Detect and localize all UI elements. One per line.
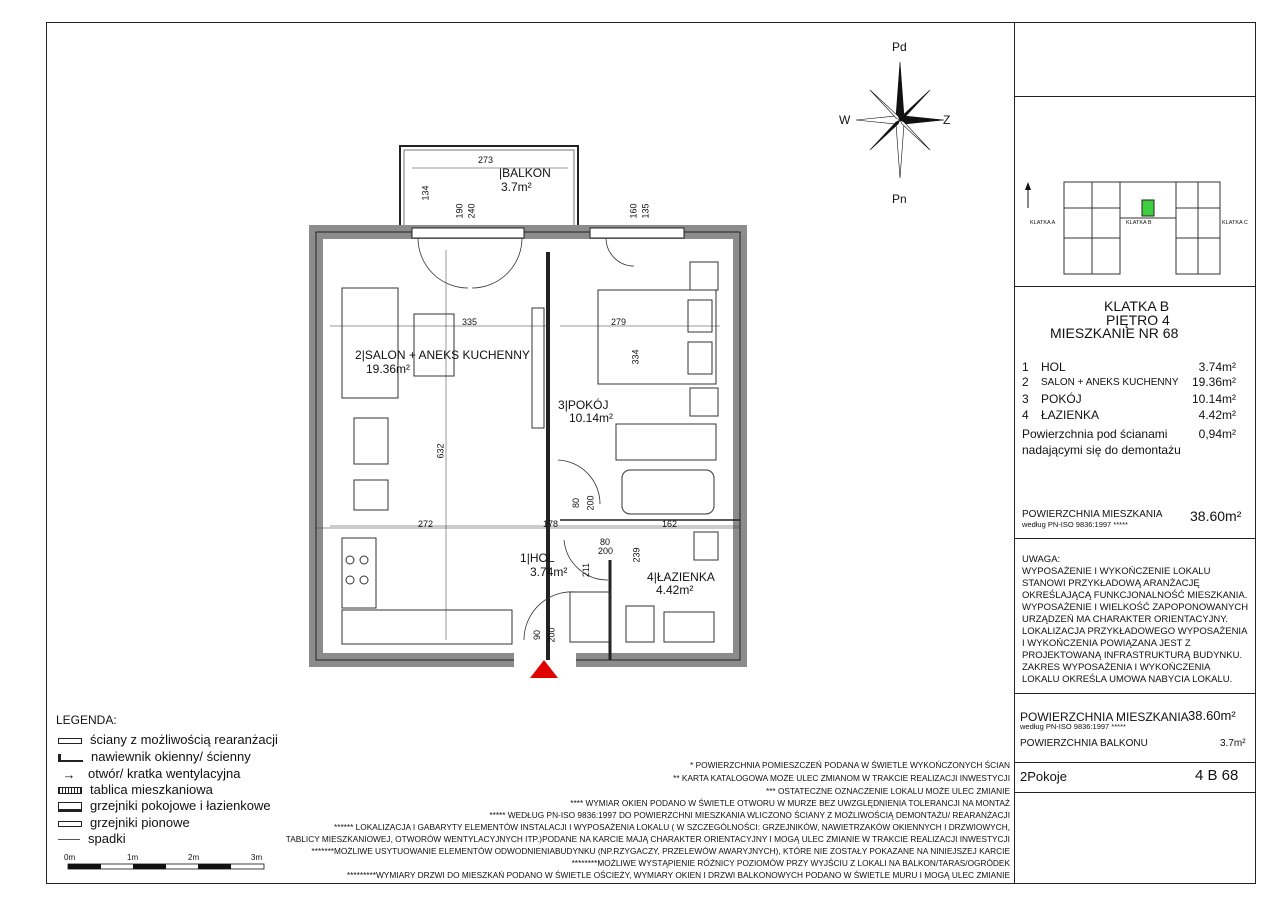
sidebar-divider bbox=[1014, 96, 1256, 97]
demolition-label-2: nadającymi się do demontażu bbox=[1022, 443, 1181, 457]
footnote: ***** WEDŁUG PN-ISO 9836:1997 DO POWIERZCHNI MIESZKANIA WLICZONO ŚCIANY Z MOŻLIWOŚCIĄ DEMONTAŻU/ REARANŻACJI bbox=[489, 810, 1010, 820]
summary-area-sub: według PN-ISO 9836:1997 ***** bbox=[1020, 722, 1126, 731]
compass-rose bbox=[850, 40, 950, 200]
demolition-value: 0,94m² bbox=[1198, 427, 1236, 441]
room-area: 4.42m² bbox=[1198, 408, 1236, 422]
legend-label: grzejniki pokojowe i łazienkowe bbox=[90, 798, 271, 813]
dim-label: 80 bbox=[571, 497, 582, 509]
legend-label: otwór/ kratka wentylacyjna bbox=[88, 766, 241, 781]
dim-label: 160 bbox=[628, 203, 639, 219]
footnote: ** KARTA KATALOGOWA MOŻE ULEC ZMIANOM W TRAKCIE REALIZACJI INWESTYCJI bbox=[673, 773, 1010, 783]
sidebar-divider bbox=[1014, 792, 1256, 793]
compass-north: Pd bbox=[892, 40, 907, 54]
opening-symbol-icon: → bbox=[62, 767, 76, 783]
legend-item bbox=[58, 831, 126, 846]
footnote: TABLICY MIESZKANIOWEJ, OTWORÓW WENTYLACYJNYCH ITP.)PODANE NA KARCIE MAJĄ CHARAKTER ORIENTACYJNY I MOGĄ ULEC ZMIANIE W TRAKCIE REALIZACJI INWESTYCJI bbox=[285, 834, 1010, 844]
keyplan-highlight bbox=[1142, 200, 1154, 216]
notes-text bbox=[1022, 554, 1250, 686]
plan-room-name: HOL bbox=[529, 551, 555, 565]
plan-label-salon: 2|SALON + ANEKS KUCHENNY bbox=[355, 348, 530, 362]
sidebar-separator bbox=[1014, 22, 1015, 884]
summary-balcony-label: POWIERZCHNIA BALKONU bbox=[1020, 738, 1148, 749]
dim-label: 211 bbox=[581, 562, 592, 578]
dim-label: 178 bbox=[543, 519, 559, 529]
radiator-symbol-icon bbox=[58, 802, 82, 812]
wall-symbol-icon bbox=[58, 738, 82, 744]
dim-label: 90 bbox=[532, 629, 543, 641]
dim-label: 334 bbox=[630, 349, 641, 365]
room-area: 19.36m² bbox=[1191, 375, 1236, 389]
sidebar-divider bbox=[1014, 762, 1256, 763]
legend-item bbox=[58, 815, 190, 830]
summary-area-value: 38.60m² bbox=[1188, 708, 1236, 723]
sidebar-divider bbox=[1014, 693, 1256, 694]
demolition-label-1: Powierzchnia pod ścianami bbox=[1022, 427, 1168, 441]
keyplan-label-b: KLATKA B bbox=[1126, 220, 1152, 226]
plan-room-name: ŁAZIENKA bbox=[656, 570, 715, 584]
area-value: 38.60m² bbox=[1190, 508, 1242, 524]
panel-symbol-icon bbox=[58, 787, 82, 794]
room-no: 4 bbox=[1022, 408, 1029, 422]
plan-label-hol: 1|HOL bbox=[520, 551, 555, 565]
dim-label: 272 bbox=[418, 519, 434, 529]
room-area: 10.14m² bbox=[1191, 392, 1236, 406]
legend-item bbox=[58, 749, 251, 764]
scale-label: 0m bbox=[64, 853, 76, 862]
vent-symbol-icon bbox=[58, 754, 83, 762]
keyplan bbox=[1020, 178, 1252, 282]
unit-number: MIESZKANIE NR 68 bbox=[1050, 325, 1179, 341]
dim-label: 162 bbox=[662, 519, 678, 529]
notes-body: UWAGA: WYPOSAŻENIE I WYKOŃCZENIE LOKALU STANOWI PRZYKŁADOWĄ ARANŻACJĘ OKREŚLAJĄCĄ FUNKCJONALNOŚĆ MIESZKANIA. WYPOSAŻENIE I WIELKOŚĆ ZAPOPONOWANYCH URZĄDZEŃ MA CHARAKTER ORIENTACYJNY. LOKALIZACJA PRZYKŁADOWEGO WYPOSAŻENIA I WYKOŃCZENIA POWIĄZANA JEST Z PROJEKTOWANĄ INFRASTRUKTURĄ BUDYNKU. ZAKRES WYPOSAŻENIA I WYKOŃCZENIA LOKALU OKREŚLA UMOWA NABYCIA LOKALU. bbox=[1022, 554, 1249, 685]
plan-room-no: 3 bbox=[558, 398, 565, 412]
legend-label: ściany z możliwością rearanżacji bbox=[90, 732, 278, 747]
compass-west: W bbox=[839, 113, 851, 127]
scale-label: 2m bbox=[188, 853, 200, 862]
plan-area-lazienka: 4.42m² bbox=[656, 583, 694, 597]
dim-label: 335 bbox=[462, 317, 478, 327]
unit-code: 4 B 68 bbox=[1195, 767, 1239, 784]
footnote: **** WYMIAR OKIEN PODANO W ŚWIETLE OTWORU W MURZE BEZ UWZGLĘDNIENIA TOLERANCJI NA MONTAŻ bbox=[570, 798, 1010, 808]
plan-room-name: SALON + ANEKS KUCHENNY bbox=[364, 348, 530, 362]
room-name: SALON + ANEKS KUCHENNY bbox=[1041, 377, 1179, 388]
room-name: ŁAZIENKA bbox=[1041, 408, 1100, 422]
plan-area-salon: 19.36m² bbox=[366, 362, 411, 376]
dim-label: 200 bbox=[598, 546, 614, 556]
room-no: 1 bbox=[1022, 360, 1029, 374]
legend-label: spadki bbox=[88, 831, 126, 846]
scale-bar bbox=[68, 862, 264, 872]
footnote: *********WYMIARY DRZWI DO MIESZKAŃ PODANO W ŚWIETLE OŚCIEŻY, WYMIARY OKIEN I DRZWI BALKONOWYCH PODANO W ŚWIETLE MURU I MOGĄ ULEC ZMIANIE bbox=[346, 870, 1010, 880]
scale-label: 1m bbox=[127, 853, 139, 862]
footnote: ********MOŻLIWE WYSTĄPIENIE RÓŻNICY POZIOMÓW PRZY WYJŚCIU Z LOKALI NA BALKON/TARAS/OGRÓDEK bbox=[571, 858, 1010, 868]
sidebar-divider bbox=[1014, 286, 1256, 287]
dim-label: 279 bbox=[611, 317, 627, 327]
dim-label: 134 bbox=[420, 185, 431, 201]
slope-symbol-icon bbox=[58, 839, 80, 840]
summary-balcony-value: 3.7m² bbox=[1220, 738, 1246, 749]
plan-area-balkon: 3.7m² bbox=[501, 180, 532, 194]
legend-item bbox=[58, 782, 213, 797]
legend-label: grzejniki pionowe bbox=[90, 815, 190, 830]
footnote: * POWIERZCHNIA POMIESZCZEŃ PODANA W ŚWIETLE WYKOŃCZONYCH ŚCIAN bbox=[690, 760, 1010, 770]
legend-item bbox=[58, 766, 240, 782]
unit-staircase: KLATKA B bbox=[1104, 298, 1170, 314]
keyplan-label-a: KLATKA A bbox=[1030, 220, 1056, 226]
dim-label: 190 bbox=[454, 203, 465, 219]
dim-label: 200 bbox=[585, 495, 596, 511]
plan-label-balkon: |BALKON bbox=[499, 166, 551, 180]
compass-south: Pn bbox=[892, 192, 907, 206]
floor-plan bbox=[300, 140, 760, 680]
room-no: 2 bbox=[1022, 375, 1029, 389]
unit-floor: PIĘTRO 4 bbox=[1106, 312, 1170, 328]
plan-label-pokoj: 3|POKÓJ bbox=[558, 398, 609, 412]
footnote: *** OSTATECZNE OZNACZENIE LOKALU MOŻE ULEC ZMIANIE bbox=[765, 786, 1010, 796]
area-sub: według PN-ISO 9836:1997 ***** bbox=[1022, 520, 1128, 529]
plan-room-no: 4 bbox=[647, 570, 654, 584]
rooms-count: 2Pokoje bbox=[1020, 769, 1067, 784]
legend-label: nawiewnik okienny/ ścienny bbox=[91, 749, 251, 764]
dim-label: 200 bbox=[546, 627, 557, 643]
dim-label: 80 bbox=[600, 537, 611, 547]
room-name: POKÓJ bbox=[1041, 392, 1082, 406]
keyplan-label-c: KLATKA C bbox=[1222, 220, 1248, 226]
sidebar-divider bbox=[1014, 538, 1256, 539]
footnote: ****** LOKALIZACJA I GABARYTY ELEMENTÓW INSTALACJI I WYPOSAŻENIA LOKALU ( W SZCZEGÓLNOŚCI: GRZEJNIKÓW, NAWIETRZAKÓW OKIENNYCH I DRZWIOWYCH, bbox=[334, 822, 1010, 832]
plan-room-no: 1 bbox=[520, 551, 527, 565]
plan-label-lazienka: 4|ŁAZIENKA bbox=[647, 570, 715, 584]
area-label: POWIERZCHNIA MIESZKANIA bbox=[1022, 509, 1163, 520]
dim-label: 135 bbox=[640, 203, 651, 219]
room-area: 3.74m² bbox=[1198, 360, 1236, 374]
plan-room-name: BALKON bbox=[502, 166, 551, 180]
dim-label: 273 bbox=[478, 155, 494, 165]
dim-label: 240 bbox=[466, 203, 477, 219]
legend-item bbox=[58, 798, 271, 813]
dim-label: 239 bbox=[631, 547, 642, 563]
dim-label: 632 bbox=[435, 443, 446, 459]
scale-label: 3m bbox=[251, 853, 263, 862]
room-name: HOL bbox=[1041, 360, 1066, 374]
plan-room-name: POKÓJ bbox=[567, 398, 609, 412]
summary-area-label: POWIERZCHNIA MIESZKANIA bbox=[1020, 710, 1189, 724]
plan-area-hol: 3.74m² bbox=[530, 565, 568, 579]
legend-title: LEGENDA: bbox=[56, 713, 117, 727]
vertical-radiator-symbol-icon bbox=[58, 821, 82, 827]
footnote: *******MOŻLIWE USYTUOWANIE ELEMENTÓW ODWODNIENIABUDYNKU (NP.RZYGACZY, PRZELEWÓW AWARYJNYCH), KTÓRE NIE ZOSTAŁY POKAZANE NA NINIEJSZEJ KARCIE bbox=[311, 846, 1010, 856]
legend-label: tablica mieszkaniowa bbox=[90, 782, 213, 797]
compass-east: Z bbox=[943, 113, 951, 127]
plan-area-pokoj: 10.14m² bbox=[569, 411, 614, 425]
room-no: 3 bbox=[1022, 392, 1029, 406]
plan-room-no: 2 bbox=[355, 348, 362, 362]
legend-item bbox=[58, 732, 278, 747]
